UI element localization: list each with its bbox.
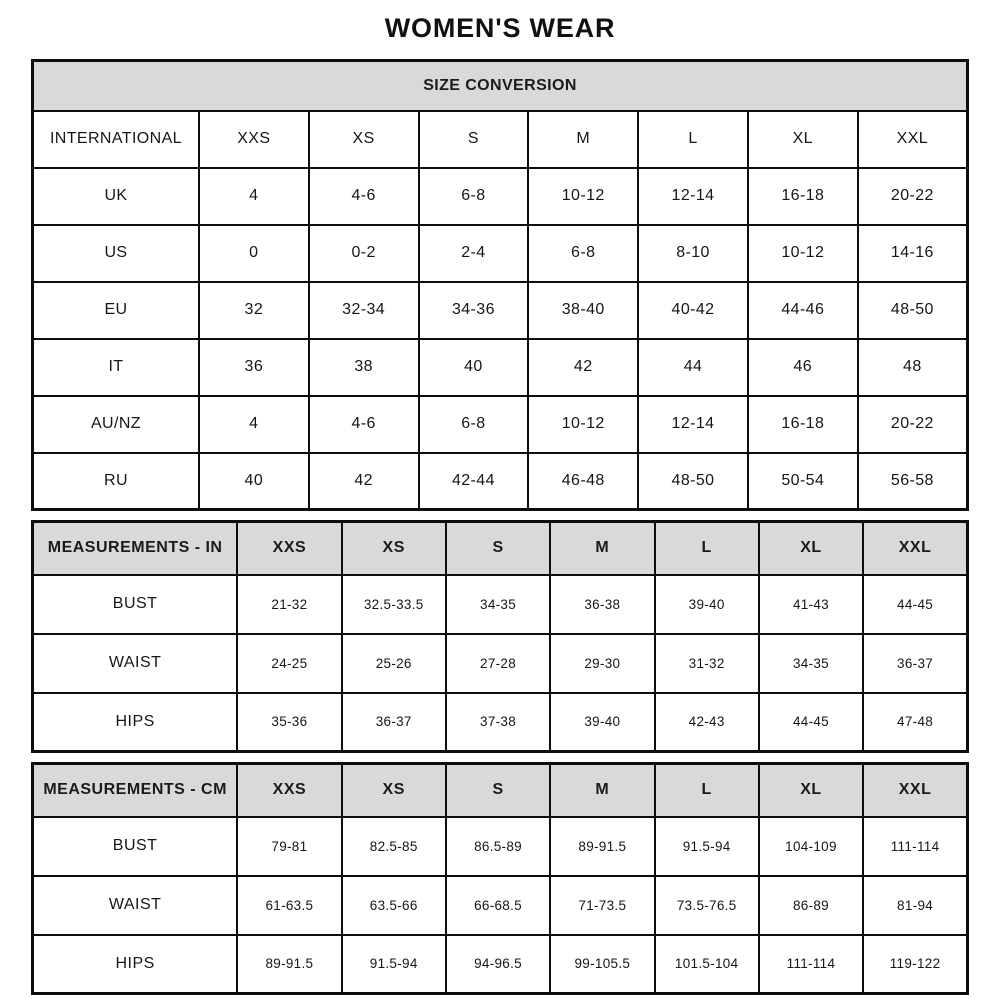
measurement-value-cell: 91.5-94 [655,817,759,876]
size-value-cell: 10-12 [528,168,638,225]
size-conversion-table [31,59,969,511]
col-header-xxl: XXL [858,111,968,168]
size-value-cell: 56-58 [858,453,968,510]
size-value-cell: 48-50 [858,282,968,339]
row-label-hips: HIPS [33,935,238,994]
measurement-value-cell: 34-35 [759,634,863,693]
col-header-xl: XL [748,111,858,168]
size-conversion-header: SIZE CONVERSION [33,61,968,111]
size-value-cell: 0-2 [309,225,419,282]
col-header-xxs: XXS [237,522,341,575]
in-row-waist [33,634,968,693]
cm-row-hips [33,935,968,994]
size-value-cell: 40 [199,453,309,510]
size-value-cell: 12-14 [638,168,748,225]
col-header-l: L [655,522,759,575]
size-value-cell: 20-22 [858,396,968,453]
size-value-cell: 4-6 [309,168,419,225]
size-value-cell: 6-8 [419,168,529,225]
measurement-value-cell: 42-43 [655,693,759,752]
measurement-value-cell: 24-25 [237,634,341,693]
col-header-xxs: XXS [237,764,341,817]
size-value-cell: 44 [638,339,748,396]
col-header-m: M [550,764,654,817]
measurement-value-cell: 44-45 [759,693,863,752]
size-conversion-caption-row [33,61,968,111]
measurement-value-cell: 36-37 [863,634,967,693]
size-value-cell: 32 [199,282,309,339]
size-value-cell: 42 [528,339,638,396]
col-header-xs: XS [342,764,446,817]
cm-row-bust [33,817,968,876]
size-value-cell: 42-44 [419,453,529,510]
size-value-cell: 46 [748,339,858,396]
size-row-it [33,339,968,396]
size-value-cell: 48 [858,339,968,396]
measurements-cm-table [31,762,969,995]
in-table-title: MEASUREMENTS - IN [33,522,238,575]
measurement-value-cell: 73.5-76.5 [655,876,759,935]
measurement-value-cell: 39-40 [550,693,654,752]
col-header-s: S [419,111,529,168]
measurement-value-cell: 35-36 [237,693,341,752]
col-header-m: M [528,111,638,168]
cm-table-title: MEASUREMENTS - CM [33,764,238,817]
row-label-bust: BUST [33,817,238,876]
measurements-cm-header-row [33,764,968,817]
row-label-it: IT [33,339,199,396]
size-row-ru [33,453,968,510]
size-row-au-nz [33,396,968,453]
measurement-value-cell: 86-89 [759,876,863,935]
size-value-cell: 32-34 [309,282,419,339]
col-header-international: INTERNATIONAL [33,111,199,168]
size-row-uk [33,168,968,225]
measurement-value-cell: 91.5-94 [342,935,446,994]
size-value-cell: 46-48 [528,453,638,510]
size-value-cell: 16-18 [748,168,858,225]
row-label-uk: UK [33,168,199,225]
col-header-s: S [446,522,550,575]
measurement-value-cell: 41-43 [759,575,863,634]
col-header-l: L [655,764,759,817]
measurement-value-cell: 37-38 [446,693,550,752]
measurement-value-cell: 101.5-104 [655,935,759,994]
measurement-value-cell: 66-68.5 [446,876,550,935]
measurement-value-cell: 44-45 [863,575,967,634]
size-value-cell: 4 [199,396,309,453]
measurement-value-cell: 25-26 [342,634,446,693]
size-value-cell: 10-12 [748,225,858,282]
size-value-cell: 2-4 [419,225,529,282]
row-label-bust: BUST [33,575,238,634]
size-value-cell: 40-42 [638,282,748,339]
measurements-in-body [33,575,968,752]
measurement-value-cell: 111-114 [759,935,863,994]
size-value-cell: 50-54 [748,453,858,510]
size-value-cell: 12-14 [638,396,748,453]
row-label-eu: EU [33,282,199,339]
size-conversion-columns-row [33,111,968,168]
measurement-value-cell: 89-91.5 [550,817,654,876]
size-value-cell: 4 [199,168,309,225]
size-value-cell: 36 [199,339,309,396]
size-value-cell: 6-8 [528,225,638,282]
measurements-in-table [31,520,969,753]
row-label-au-nz: AU/NZ [33,396,199,453]
size-value-cell: 34-36 [419,282,529,339]
col-header-s: S [446,764,550,817]
col-header-xxs: XXS [199,111,309,168]
measurement-value-cell: 63.5-66 [342,876,446,935]
size-value-cell: 40 [419,339,529,396]
measurement-value-cell: 27-28 [446,634,550,693]
measurements-cm-body [33,817,968,994]
size-value-cell: 48-50 [638,453,748,510]
measurements-in-header-row [33,522,968,575]
measurement-value-cell: 36-37 [342,693,446,752]
row-label-waist: WAIST [33,634,238,693]
col-header-xl: XL [759,522,863,575]
col-header-xxl: XXL [863,764,967,817]
size-conversion-body [33,168,968,510]
measurement-value-cell: 119-122 [863,935,967,994]
page-title: WOMEN'S WEAR [384,13,616,43]
col-header-xl: XL [759,764,863,817]
size-value-cell: 38-40 [528,282,638,339]
measurement-value-cell: 36-38 [550,575,654,634]
measurement-value-cell: 104-109 [759,817,863,876]
cm-row-waist [33,876,968,935]
measurement-value-cell: 89-91.5 [237,935,341,994]
size-value-cell: 16-18 [748,396,858,453]
col-header-l: L [638,111,748,168]
measurement-value-cell: 32.5-33.5 [342,575,446,634]
size-value-cell: 0 [199,225,309,282]
measurement-value-cell: 47-48 [863,693,967,752]
size-value-cell: 10-12 [528,396,638,453]
measurement-value-cell: 99-105.5 [550,935,654,994]
measurement-value-cell: 86.5-89 [446,817,550,876]
size-row-eu [33,282,968,339]
measurement-value-cell: 34-35 [446,575,550,634]
size-row-us [33,225,968,282]
measurement-value-cell: 111-114 [863,817,967,876]
row-label-ru: RU [33,453,199,510]
row-label-waist: WAIST [33,876,238,935]
measurement-value-cell: 39-40 [655,575,759,634]
size-value-cell: 8-10 [638,225,748,282]
measurement-value-cell: 21-32 [237,575,341,634]
col-header-m: M [550,522,654,575]
measurement-value-cell: 31-32 [655,634,759,693]
in-row-hips [33,693,968,752]
size-value-cell: 42 [309,453,419,510]
size-value-cell: 4-6 [309,396,419,453]
size-value-cell: 14-16 [858,225,968,282]
measurement-value-cell: 81-94 [863,876,967,935]
measurement-value-cell: 29-30 [550,634,654,693]
col-header-xxl: XXL [863,522,967,575]
in-row-bust [33,575,968,634]
size-value-cell: 20-22 [858,168,968,225]
row-label-us: US [33,225,199,282]
col-header-xs: XS [309,111,419,168]
row-label-hips: HIPS [33,693,238,752]
measurement-value-cell: 79-81 [237,817,341,876]
measurement-value-cell: 71-73.5 [550,876,654,935]
measurement-value-cell: 82.5-85 [342,817,446,876]
measurement-value-cell: 94-96.5 [446,935,550,994]
measurement-value-cell: 61-63.5 [237,876,341,935]
size-value-cell: 6-8 [419,396,529,453]
col-header-xs: XS [342,522,446,575]
size-value-cell: 38 [309,339,419,396]
size-value-cell: 44-46 [748,282,858,339]
